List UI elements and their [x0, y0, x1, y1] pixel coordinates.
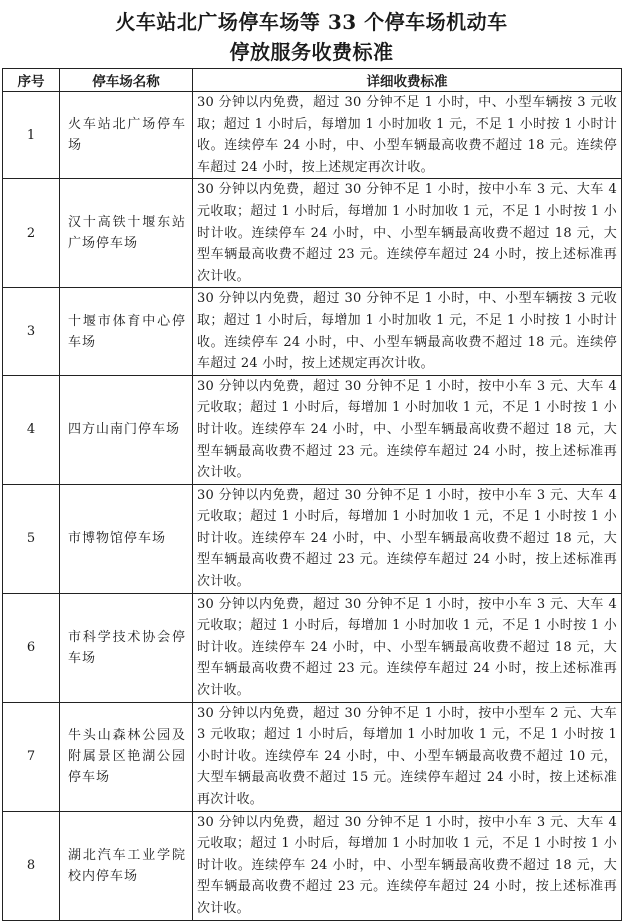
- row-fee-detail: 30 分钟以内免费，超过 30 分钟不足 1 小时，按中小车 3 元、大车 4 元收取；超过 1 小时后，每增加 1 小时加收 1 元，不足 1 小时按 1 小时计收。连续停车 24 小时，中、小型车辆最高收费不超过 18 元，大型车辆最高收费不超过 23 元。连续停车超过 24 小时，按上述标准再次计收。: [193, 593, 622, 702]
- row-lot-name: 汉十高铁十堰东站广场停车场: [60, 179, 193, 288]
- table-row: [3, 811, 622, 920]
- row-index: 6: [3, 593, 60, 702]
- row-index: 3: [3, 288, 60, 375]
- row-index: 8: [3, 811, 60, 920]
- row-fee-detail: 30 分钟以内免费，超过 30 分钟不足 1 小时，按中小车 3 元、大车 4 元收取；超过 1 小时后，每增加 1 小时加收 1 元，不足 1 小时按 1 小时计收。连续停车 24 小时，中、小型车辆最高收费不超过 18 元，大型车辆最高收费不超过 23 元。连续停车超过 24 小时，按上述标准再次计收。: [193, 375, 622, 484]
- row-lot-name: 市博物馆停车场: [60, 484, 193, 593]
- page-subtitle: 停放服务收费标准: [229, 40, 394, 64]
- row-fee-detail: 30 分钟以内免费，超过 30 分钟不足 1 小时，中、小型车辆按 3 元收取；超过 1 小时后，每增加 1 小时加收 1 元，不足 1 小时按 1 小时计收。连续停车 24 小时，中、小型车辆最高收费不超过 18 元。连续停车超过 24 小时，按上述规定再次计收。: [193, 92, 622, 179]
- row-fee-detail: 30 分钟以内免费，超过 30 分钟不足 1 小时，按中小车 3 元、大车 4 元收取；超过 1 小时后，每增加 1 小时加收 1 元，不足 1 小时按 1 小时计收。连续停车 24 小时，中、小型车辆最高收费不超过 18 元，大型车辆最高收费不超过 23 元。连续停车超过 24 小时，按上述标准再次计收。: [193, 484, 622, 593]
- table-header-row: [3, 69, 622, 92]
- fee-table: [2, 68, 622, 921]
- table-row: [3, 702, 622, 811]
- row-fee-detail: 30 分钟以内免费，超过 30 分钟不足 1 小时，按中小型车 2 元、大车 3 元收取；超过 1 小时后，每增加 1 小时加收 1 元，不足 1 小时按 1 小时计收。连续停车 24 小时，中、小型车辆最高收费不超过 10 元，大型车辆最高收费不超过 15 元。连续停车超过 24 小时，按上述标准再次计收。: [193, 702, 622, 811]
- table-row: [3, 92, 622, 179]
- row-fee-detail: 30 分钟以内免费，超过 30 分钟不足 1 小时，按中小车 3 元、大车 4 元收取；超过 1 小时后，每增加 1 小时加收 1 元，不足 1 小时按 1 小时计收。连续停车 24 小时，中、小型车辆最高收费不超过 18 元，大型车辆最高收费不超过 23 元。连续停车超过 24 小时，按上述标准再次计收。: [193, 811, 622, 920]
- row-index: 2: [3, 179, 60, 288]
- table-row: [3, 375, 622, 484]
- page-title: 火车站北广场停车场等 33 个停车场机动车: [115, 10, 508, 34]
- row-index: 5: [3, 484, 60, 593]
- row-fee-detail: 30 分钟以内免费，超过 30 分钟不足 1 小时，按中小车 3 元、大车 4 元收取；超过 1 小时后，每增加 1 小时加收 1 元，不足 1 小时按 1 小时计收。连续停车 24 小时，中、小型车辆最高收费不超过 18 元，大型车辆最高收费不超过 23 元。连续停车超过 24 小时，按上述标准再次计收。: [193, 179, 622, 288]
- table-row: [3, 288, 622, 375]
- table-row: [3, 179, 622, 288]
- row-lot-name: 四方山南门停车场: [60, 375, 193, 484]
- row-index: 1: [3, 92, 60, 179]
- row-index: 4: [3, 375, 60, 484]
- header-detail: 详细收费标准: [193, 69, 622, 92]
- row-lot-name: 火车站北广场停车场: [60, 92, 193, 179]
- table-row: [3, 484, 622, 593]
- row-lot-name: 十堰市体育中心停车场: [60, 288, 193, 375]
- row-lot-name: 牛头山森林公园及附属景区艳湖公园停车场: [60, 702, 193, 811]
- row-lot-name: 市科学技术协会停车场: [60, 593, 193, 702]
- header-index: 序号: [3, 69, 60, 92]
- row-index: 7: [3, 702, 60, 811]
- row-fee-detail: 30 分钟以内免费，超过 30 分钟不足 1 小时，中、小型车辆按 3 元收取；超过 1 小时后，每增加 1 小时加收 1 元，不足 1 小时按 1 小时计收。连续停车 24 小时，中、小型车辆最高收费不超过 18 元。连续停车超过 24 小时，按上述规定再次计收。: [193, 288, 622, 375]
- table-row: [3, 593, 622, 702]
- row-lot-name: 湖北汽车工业学院校内停车场: [60, 811, 193, 920]
- header-name: 停车场名称: [60, 69, 193, 92]
